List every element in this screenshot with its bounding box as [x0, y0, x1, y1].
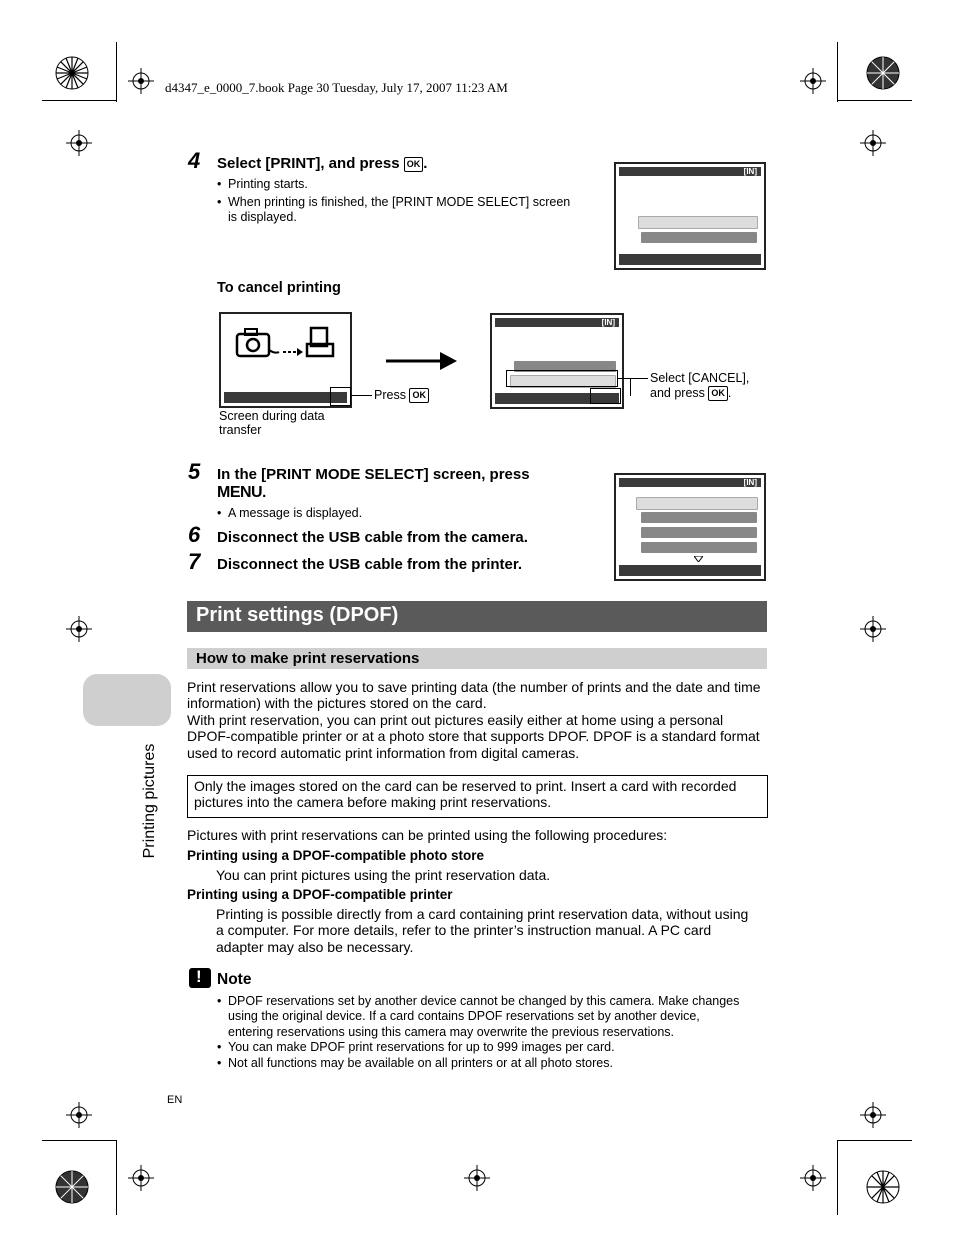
callout-line: [350, 395, 372, 396]
procedure-text: Printing is possible directly from a card containing print reservation data, without using: [216, 906, 749, 922]
paragraph-line: information) with the pictures stored on the card.: [187, 695, 487, 711]
crop-mark: [837, 100, 912, 101]
procedure-text: adapter may also be necessary.: [216, 939, 414, 955]
registration-wheel-icon: [866, 56, 900, 90]
step-title: Disconnect the USB cable from the printer.: [217, 556, 523, 573]
lcd-option-selected: [638, 216, 758, 229]
lcd-bottom-bar: [619, 565, 761, 576]
section-title: Print settings (DPOF): [196, 604, 399, 626]
ok-button-icon: OK: [409, 388, 429, 403]
note-heading: Note: [217, 971, 252, 988]
internal-memory-badge: [IN]: [743, 167, 757, 176]
registration-wheel-icon: [55, 56, 89, 90]
lcd-print-screen: [614, 162, 766, 270]
lcd-option-selected: [636, 497, 758, 510]
step-number: 7: [188, 549, 201, 574]
step-title: Select [PRINT], and press OK .: [217, 155, 428, 172]
menu-button-label: MENU: [217, 484, 263, 501]
bullet-text: is displayed.: [228, 210, 297, 224]
step-title: Disconnect the USB cable from the camera.: [217, 529, 528, 546]
ok-button-icon: OK: [708, 386, 728, 401]
step-title: In the [PRINT MODE SELECT] screen, press: [217, 466, 530, 483]
press-label-text: Press: [374, 388, 406, 402]
paragraph-line: With print reservation, you can print out pictures easily either at home using a personal: [187, 712, 724, 728]
cancel-heading: To cancel printing: [217, 280, 341, 296]
procedure-heading: Printing using a DPOF-compatible photo store: [187, 848, 485, 863]
step-number: 4: [188, 148, 201, 173]
lcd-top-bar: [619, 478, 761, 487]
subsection-title: How to make print reservations: [196, 650, 420, 667]
crop-mark: [116, 1140, 117, 1215]
file-header: d4347_e_0000_7.book Page 30 Tuesday, July 17, 2007 11:23 AM: [165, 80, 508, 95]
crop-mark: [837, 1140, 838, 1215]
crosshair-icon: [66, 616, 92, 642]
notice-line: pictures into the camera before making print reservations.: [194, 794, 552, 810]
crosshair-icon: [464, 1165, 490, 1191]
bullet-text: • When printing is finished, the [PRINT MODE SELECT] screen: [228, 194, 570, 210]
crosshair-icon: [860, 616, 886, 642]
lcd-bottom-bar: [224, 392, 347, 403]
note-bullet-cont: entering reservations using this camera may overwrite the previous reservations.: [228, 1025, 675, 1039]
select-cancel-label: Select [CANCEL],: [650, 371, 750, 385]
lcd-option: [641, 232, 757, 243]
step-title-text: Select [PRINT], and press: [217, 155, 400, 172]
crop-mark: [116, 42, 117, 102]
step-number: 6: [188, 522, 201, 547]
lcd-top-bar: [495, 318, 619, 327]
crosshair-icon: [128, 1165, 154, 1191]
internal-memory-badge: [IN]: [743, 478, 757, 487]
crosshair-icon: [800, 68, 826, 94]
paragraph-line: used to record automatic print information from digital cameras.: [187, 745, 580, 761]
select-cancel-label: and press OK .: [650, 386, 732, 400]
caption-line: Screen during data: [219, 409, 325, 423]
language-code: EN: [167, 1094, 183, 1106]
crosshair-icon: [66, 130, 92, 156]
paragraph-line: Print reservations allow you to save printing data (the number of prints and the date and time: [187, 679, 761, 695]
callout-line: [618, 378, 648, 379]
note-bullet: • DPOF reservations set by another device cannot be changed by this camera. Make changes: [228, 993, 739, 1009]
procedures-intro: Pictures with print reservations can be printed using the following procedures:: [187, 827, 668, 843]
lcd-print-mode-screen: [614, 473, 766, 581]
callout-line: [630, 378, 631, 396]
bullet-text: • A message is displayed.: [228, 505, 362, 521]
camera-to-printer-icon: [235, 324, 339, 360]
crop-mark: [837, 1140, 912, 1141]
lcd-option: [641, 527, 757, 538]
crop-mark: [837, 42, 838, 102]
crop-mark: [42, 1140, 117, 1141]
lcd-top-bar: [619, 167, 761, 176]
arrow-right-icon: [386, 350, 458, 372]
procedure-text: You can print pictures using the print reservation data.: [216, 867, 551, 883]
note-bullet: • You can make DPOF print reservations for up to 999 images per card.: [228, 1039, 615, 1055]
caption-line: transfer: [219, 423, 262, 437]
notice-line: Only the images stored on the card can be reserved to print. Insert a card with recorded: [194, 778, 737, 794]
lcd-option: [641, 542, 757, 553]
press-label-text: and press: [650, 386, 705, 400]
procedure-heading: Printing using a DPOF-compatible printer: [187, 887, 453, 902]
punctuation: .: [262, 484, 267, 501]
crosshair-icon: [800, 1165, 826, 1191]
crosshair-icon: [128, 68, 154, 94]
ok-highlight-frame: [330, 387, 351, 406]
note-bullet: • Not all functions may be available on all printers or at all photo stores.: [228, 1055, 613, 1071]
ok-highlight-frame: [590, 388, 621, 404]
crosshair-icon: [860, 130, 886, 156]
step-title: [217, 484, 266, 502]
bullet-text: • Printing starts.: [228, 176, 308, 192]
scroll-down-icon: [694, 556, 703, 562]
chapter-tab-label: Printing pictures: [141, 743, 158, 859]
internal-memory-badge: [IN]: [601, 318, 615, 327]
crop-mark: [42, 100, 117, 101]
cancel-highlight-frame: [506, 370, 618, 387]
press-ok-label: [374, 388, 429, 403]
paragraph-line: DPOF-compatible printer or at a photo store that supports DPOF. DPOF is a standard format: [187, 728, 760, 744]
ok-button-icon: OK: [404, 157, 424, 172]
registration-wheel-icon: [866, 1170, 900, 1204]
lcd-bottom-bar: [619, 254, 761, 265]
step-number: 5: [188, 459, 201, 484]
exclamation-icon: [189, 968, 211, 988]
crosshair-icon: [66, 1102, 92, 1128]
lcd-option: [641, 512, 757, 523]
note-bullet-cont: using the original device. If a card contains DPOF reservations set by another device,: [228, 1009, 700, 1023]
registration-wheel-icon: [55, 1170, 89, 1204]
crosshair-icon: [860, 1102, 886, 1128]
procedure-text: a computer. For more details, refer to the printer’s instruction manual. A PC card: [216, 922, 712, 938]
